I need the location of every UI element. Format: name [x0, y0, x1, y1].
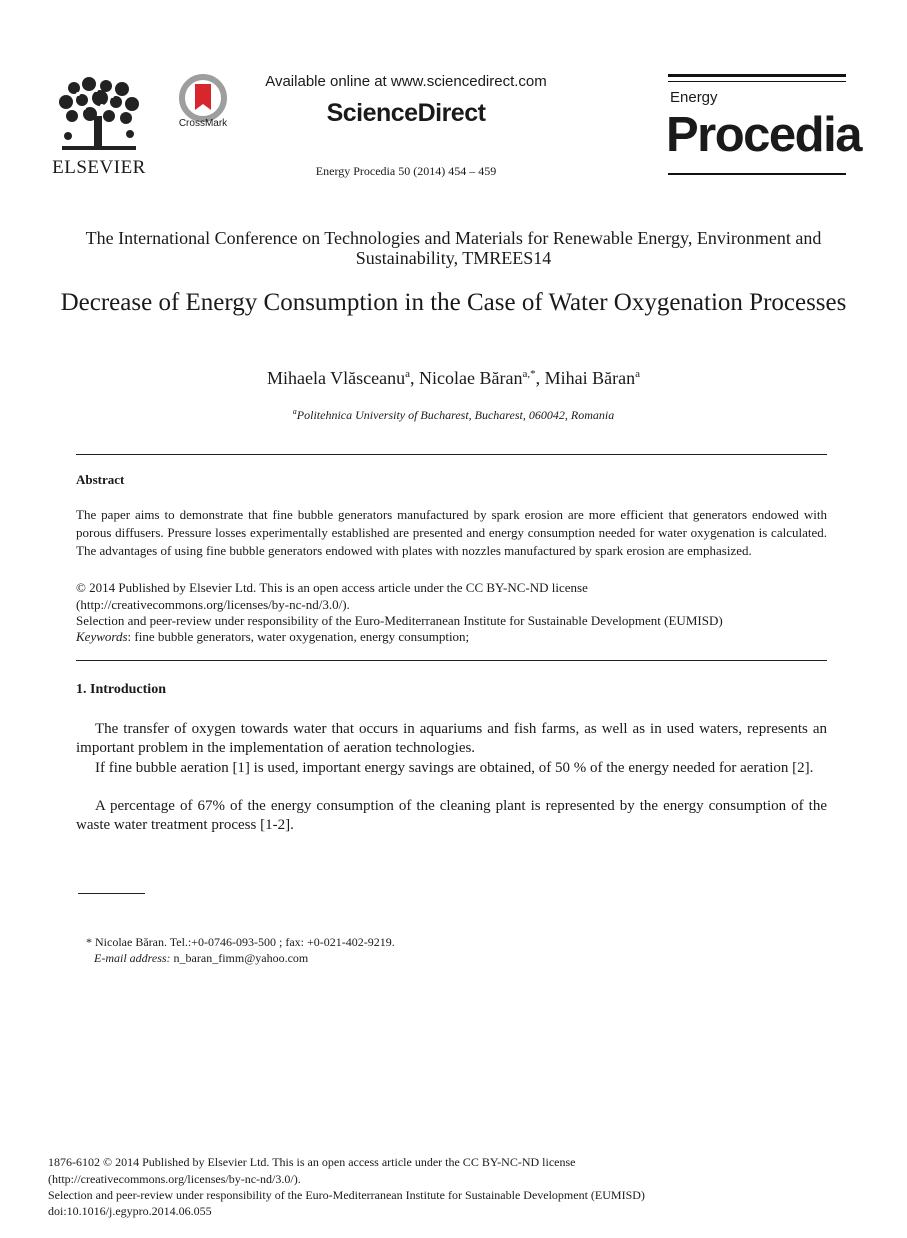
footnote-rule	[78, 893, 145, 894]
sciencedirect-logo: ScienceDirect	[326, 99, 486, 127]
bottom-license-link[interactable]: (http://creativecommons.org/licenses/by-nc-nd/3.0/).	[48, 1172, 301, 1186]
author-affil-mark: a,*	[522, 368, 536, 380]
paper-title: Decrease of Energy Consumption in the Case of Water Oxygenation Processes	[60, 289, 847, 316]
author-name: Mihai Băran	[544, 368, 636, 388]
keywords-text: : fine bubble generators, water oxygenation, energy consumption;	[127, 629, 470, 644]
publisher-name: ELSEVIER	[52, 157, 146, 178]
journal-logo-energy: Energy	[670, 89, 718, 106]
email-label: E-mail address:	[94, 951, 171, 965]
affiliation	[60, 407, 847, 423]
author-list: Mihaela Vlăsceanu$^a$, Nicolae Băran$^{a,*}$, Mihai Băran$^a$	[267, 368, 640, 388]
author-affil-mark: a	[635, 368, 640, 380]
body-paragraph: A percentage of 67% of the energy consumption of the cleaning plant is represented by the energy consumption of the waste water treatment process [1-2].	[76, 798, 827, 833]
author-name: Mihaela Vlăsceanu	[267, 368, 406, 388]
crossmark-label: CrossMark	[178, 118, 228, 129]
introduction-heading: 1. Introduction	[76, 682, 166, 697]
author-affil-mark: a	[405, 368, 411, 380]
issn-copyright: 1876-6102 © 2014 Published by Elsevier Ltd. This is an open access article under the CC BY-NC-ND license	[48, 1155, 576, 1169]
email-address[interactable]: n_baran_fimm@yahoo.com	[170, 951, 309, 965]
corresponding-author-contact: * Nicolae Băran. Tel.:+0-0746-093-500 ; fax: +0-021-402-9219.	[86, 935, 395, 949]
conference-name: The International Conference on Technologies and Materials for Renewable Energy, Environment and Sustainability, TMREES14	[85, 228, 822, 268]
abstract-heading: Abstract	[76, 472, 125, 487]
copyright-line: © 2014 Published by Elsevier Ltd. This is an open access article under the CC BY-NC-ND license	[76, 580, 588, 595]
license-link[interactable]: (http://creativecommons.org/licenses/by-nc-nd/3.0/).	[76, 597, 350, 612]
affiliation-mark: a	[292, 407, 297, 416]
elsevier-tree-logo-icon	[54, 76, 144, 156]
journal-reference: Energy Procedia 50 (2014) 454 – 459	[315, 164, 497, 178]
author-name: Nicolae Băran	[419, 368, 523, 388]
bottom-peer-review: Selection and peer-review under responsibility of the Euro-Mediterranean Institute for Sustainable Development (EUMISD)	[48, 1188, 645, 1202]
journal-logo-rule	[668, 81, 846, 82]
peer-review-line: Selection and peer-review under responsibility of the Euro-Mediterranean Institute for Sustainable Development (EUMISD)	[76, 613, 723, 628]
affiliation-text: Politehnica University of Bucharest, Bucharest, 060042, Romania	[296, 408, 615, 422]
journal-logo-rule	[668, 173, 846, 175]
abstract-body: The paper aims to demonstrate that fine bubble generators manufactured by spark erosion are more efficient that generators endowed with porous diffusers. Pressure losses experimentally established are presented and energy consumption needed for water oxygenation is calculated. The advantages of using fine bubble generators endowed with plates with nozzles manufactured by spark erosion are emphasized.	[76, 507, 827, 558]
section-divider	[76, 454, 827, 455]
body-paragraph: The transfer of oxygen towards water that occurs in aquariums and fish farms, as well as in used waters, represents an important problem in the implementation of aeration technologies.	[76, 721, 827, 756]
doi[interactable]: doi:10.1016/j.egypro.2014.06.055	[48, 1204, 212, 1218]
journal-logo-rule	[668, 74, 846, 77]
available-online: Available online at www.sciencedirect.com	[265, 73, 547, 90]
keywords-label: Keywords	[76, 629, 128, 644]
journal-logo-procedia: Procedia	[666, 108, 861, 162]
corresponding-author-email	[94, 951, 308, 966]
section-divider	[76, 660, 827, 661]
body-paragraph: If fine bubble aeration [1] is used, important energy savings are obtained, of 50 % of the energy needed for aeration [2].	[95, 760, 814, 776]
keywords	[76, 629, 827, 645]
